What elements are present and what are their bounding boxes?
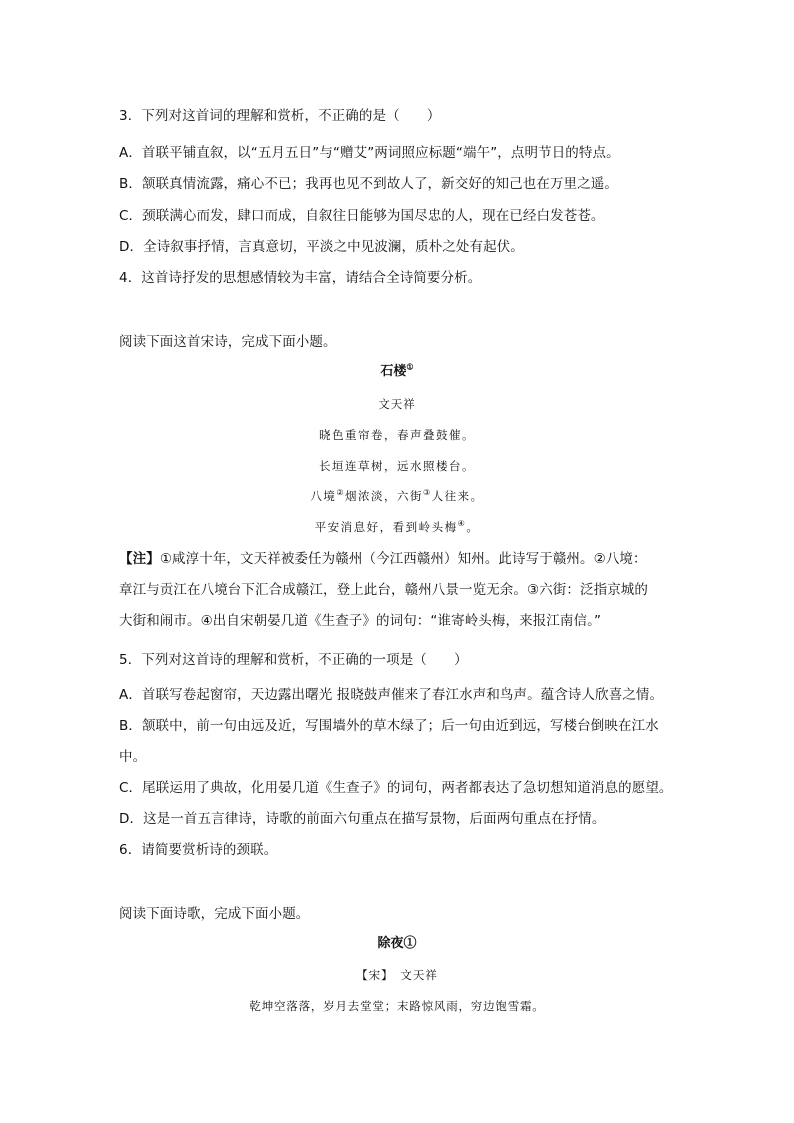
poem-author: 文天祥 xyxy=(378,397,416,411)
note-line-2: 章江与贡江在八境台下汇合成赣江，登上此台，赣州八景一览无余。③六街：泛指京城的 xyxy=(119,582,649,598)
question-6-stem: 6．请简要赏析诗的颈联。 xyxy=(119,842,278,858)
question-5-option-d: D．这是一首五言律诗，诗歌的前面六句重点在描写景物，后面两句重点在抒情。 xyxy=(119,811,606,827)
verse-4-footnote-mark-4: ④ xyxy=(457,519,467,529)
question-3-option-c: C．颈联满心而发，肆口而成，自叙往日能够为国尽忠的人，现在已经白发苍苍。 xyxy=(119,208,605,224)
poem-title-text: 石楼 xyxy=(380,364,407,379)
note-line-1 xyxy=(119,549,679,569)
poem-verse-4 xyxy=(200,518,594,536)
poem-title xyxy=(200,362,594,382)
note-line-3: 大街和闹市。④出自宋朝晏几道《生查子》的词句：“谁寄岭头梅，来报江南信。” xyxy=(119,613,602,629)
question-5-option-b-line-2: 中。 xyxy=(119,749,147,765)
poem-title-footnote-mark: ① xyxy=(406,361,414,372)
verse-3-footnote-mark-2: ② xyxy=(336,488,345,498)
question-4-stem: 4．这首诗抒发的思想感情较为丰富，请结合全诗简要分析。 xyxy=(119,270,482,286)
verse-3-part-a: 八境 xyxy=(310,489,337,503)
poem-verse-1: 晓色重帘卷，春声叠鼓催。 xyxy=(319,428,475,442)
question-5-option-b-line-1: B．颔联中，前一句由远及近，写围墙外的草木绿了；后一句由近到远，写楼台倒映在江水 xyxy=(119,718,659,734)
verse-3-part-c: 人往来。 xyxy=(431,489,484,503)
section-3-intro: 阅读下面诗歌，完成下面小题。 xyxy=(119,906,310,922)
question-5-stem: 5．下列对这首诗的理解和赏析，不正确的一项是（ ） xyxy=(119,652,468,668)
poem-verse-2: 长垣连草树，远水照楼台。 xyxy=(319,459,475,473)
note-label: 【注】 xyxy=(119,551,160,567)
poem-2-verse-1: 乾坤空落落，岁月去堂堂；末路惊风雨，穷边饱雪霜。 xyxy=(249,999,545,1013)
question-3-option-d: D．全诗叙事抒情，言真意切，平淡之中见波澜，质朴之处有起伏。 xyxy=(119,239,524,255)
poem-verse-3 xyxy=(200,487,594,505)
verse-3-part-b: 烟浓淡，六街 xyxy=(345,489,423,503)
question-3-option-b: B．颔联真情流露，痛心不已；我再也见不到故人了，新交好的知己也在万里之遥。 xyxy=(119,176,618,192)
section-2-intro: 阅读下面这首宋诗，完成下面小题。 xyxy=(119,334,337,350)
poem-2-title: 除夜① xyxy=(377,936,417,951)
poem-2-author: 【宋】 文天祥 xyxy=(356,968,438,982)
question-5-option-c: C．尾联运用了典故，化用晏几道《生查子》的词句，两者都表达了急切想知道消息的愿望。 xyxy=(119,780,673,796)
verse-4-part-a: 平安消息好，看到岭头梅 xyxy=(314,520,458,534)
verse-3-footnote-mark-3: ③ xyxy=(423,488,432,498)
verse-4-part-b: 。 xyxy=(466,520,480,534)
question-5-option-a: A．首联写卷起窗帘，天边露出曙光 报晓鼓声催来了春江水声和鸟声。蕴含诗人欣喜之情。 xyxy=(119,687,664,703)
note-text-1: ①咸淳十年，文天祥被委任为赣州（今江西赣州）知州。此诗写于赣州。②八境： xyxy=(159,551,647,567)
question-3-option-a: A．首联平铺直叙，以“五月五日”与“赠艾”两词照应标题“端午”，点明节日的特点。 xyxy=(119,145,620,161)
question-3-stem: 3．下列对这首词的理解和赏析，不正确的是（ ） xyxy=(119,108,441,124)
